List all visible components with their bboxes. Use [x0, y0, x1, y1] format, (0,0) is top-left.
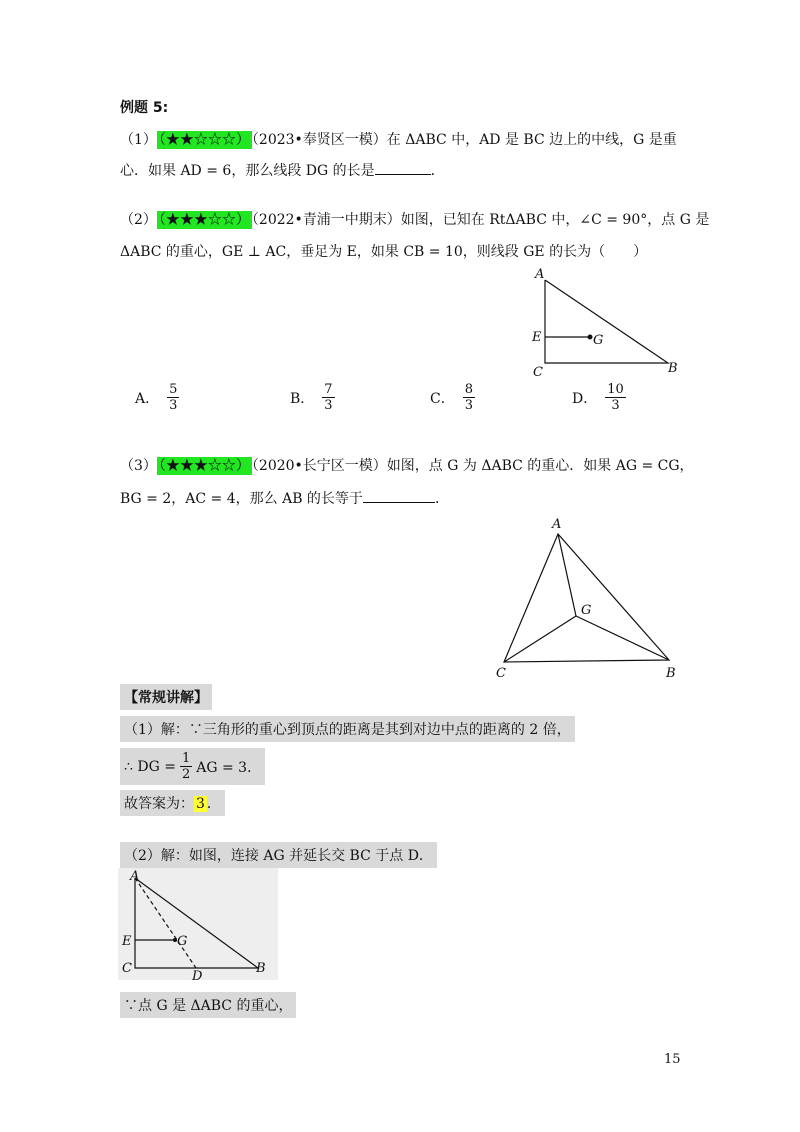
q1-number: （1）	[120, 132, 157, 148]
solution-header: 【常规讲解】	[120, 684, 212, 710]
option-c-fraction: $\frac{8}{3}$	[464, 382, 473, 413]
q3-segment-ag	[558, 534, 576, 616]
q2-line2: ΔABC 的重心，GE ⊥ AC，垂足为 E，如果 CB = 10，则线段 GE 的长为（ ）	[120, 244, 648, 260]
option-d-fraction: $\frac{10}{3}$	[607, 382, 624, 413]
q2-number: （2）	[120, 212, 157, 228]
q1-line1	[120, 130, 677, 150]
q2-text-line1: （2022•青浦一中期末）如图，已知在 RtΔABC 中，∠C = 90°，点 G 是	[251, 212, 710, 228]
solution-2-label-d: D	[192, 969, 203, 980]
solution-1-line2	[120, 748, 265, 785]
solution-1-answer: 3	[196, 796, 205, 812]
q2-difficulty-badge: （★★★☆☆）	[158, 212, 250, 228]
q3-text-line2: BG = 2，AC = 4，那么 AB 的长等于	[120, 491, 363, 507]
q2-option-b[interactable]	[290, 382, 337, 413]
solution-2-figure	[118, 868, 278, 980]
solution-1-ag: AG = 3．	[196, 759, 262, 776]
page-number: 15	[664, 1052, 681, 1067]
q2-line1	[120, 210, 709, 230]
solution-1-line1: （1）解：∵三角形的重心到顶点的距离是其到对边中点的距离的 2 倍，	[120, 716, 575, 742]
q2-triangle-figure	[525, 266, 685, 381]
q2-label-g: G	[593, 333, 604, 348]
q2-label-c: C	[533, 365, 543, 380]
q3-line1	[120, 456, 694, 476]
solution-2-label-b: B	[256, 961, 266, 976]
q3-triangle	[504, 534, 669, 662]
q3-text-end: ．	[434, 491, 449, 507]
option-a-letter: A．	[135, 390, 160, 407]
solution-1-answer-label: 故答案为：	[124, 796, 194, 812]
q3-label-a: A	[552, 517, 562, 532]
q2-label-e: E	[532, 330, 542, 345]
q1-text-end: ．	[430, 163, 445, 179]
q3-text-line1: （2020•长宁区一模）如图，点 G 为 ΔABC 的重心．如果 AG = CG，	[251, 458, 694, 474]
option-d-letter: D．	[572, 390, 598, 407]
q3-difficulty-badge: （★★★☆☆）	[158, 458, 250, 474]
solution-2-line2: ∵点 G 是 ΔABC 的重心，	[120, 992, 296, 1018]
q1-difficulty-badge: （★★☆☆☆）	[158, 132, 250, 148]
q2-label-b: B	[668, 361, 678, 376]
q2-option-d[interactable]	[572, 382, 628, 413]
option-b-letter: B．	[290, 390, 315, 407]
q2-label-a: A	[535, 267, 545, 282]
solution-2-line1: （2）解：如图，连接 AG 并延长交 BC 于点 D．	[120, 842, 437, 868]
solution-2-label-a: A	[130, 869, 140, 884]
q3-triangle-figure	[492, 512, 687, 682]
q2-point-g	[588, 335, 593, 340]
q3-label-c: C	[496, 666, 506, 681]
solution-2-label-e: E	[122, 934, 132, 949]
solution-2-label-g: G	[177, 934, 188, 949]
q3-label-b: B	[666, 666, 676, 681]
q1-text-line1: （2023•奉贤区一模）在 ΔABC 中，AD 是 BC 边上的中线，G 是重	[251, 132, 677, 148]
q2-option-c[interactable]	[430, 382, 477, 413]
q3-segment-bg	[576, 616, 669, 660]
option-c-letter: C．	[430, 390, 455, 407]
solution-2-label-c: C	[122, 961, 132, 976]
solution-1-line3: 故答案为： 3 ．	[120, 790, 225, 816]
q1-text-line2: 心．如果 AD = 6，那么线段 DG 的长是	[120, 163, 375, 179]
option-a-fraction: $\frac{5}{3}$	[169, 382, 178, 413]
q3-number: （3）	[120, 458, 157, 474]
example-title: 例题 5:	[120, 100, 169, 116]
q3-answer-blank	[363, 488, 435, 503]
q1-line2	[120, 160, 445, 181]
q2-triangle	[545, 280, 668, 363]
q3-segment-cg	[504, 616, 576, 662]
solution-1-dg: ∴ DG =	[124, 758, 176, 775]
q2-option-a[interactable]	[135, 382, 181, 413]
q1-answer-blank	[375, 160, 431, 175]
solution-1-fraction: $\frac{1}{2}$	[181, 751, 191, 782]
q3-line2	[120, 488, 449, 509]
q3-label-g: G	[581, 603, 592, 618]
option-b-fraction: $\frac{7}{3}$	[324, 382, 333, 413]
